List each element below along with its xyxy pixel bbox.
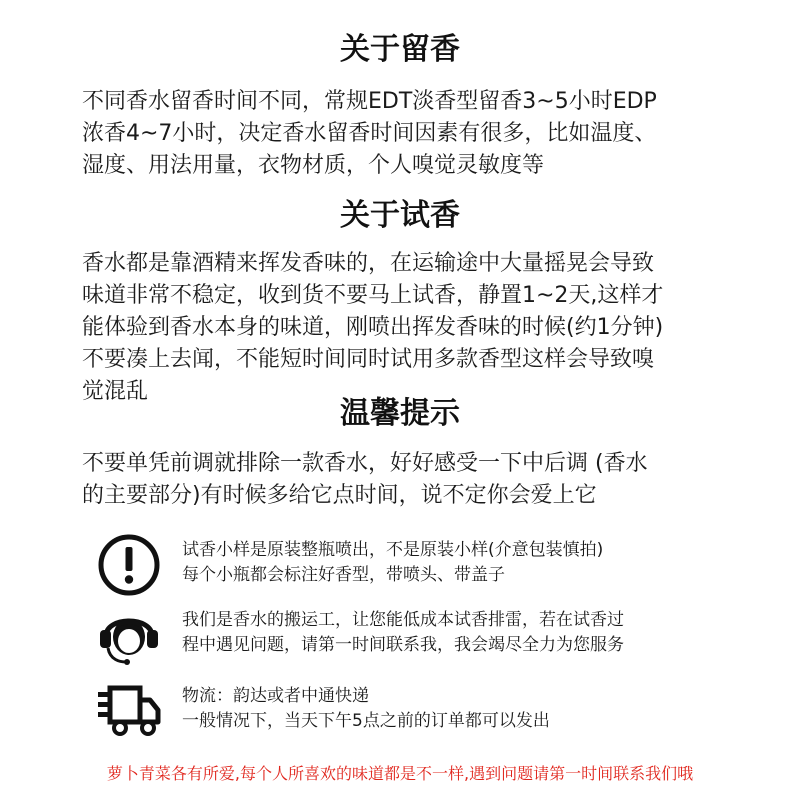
tip-line: 程中遇见问题，请第一时间联系我，我会竭尽全力为您服务 [182,635,624,655]
paragraph-line: 不要凑上去闻，不能短时间同时试用多款香型这样会导致嗅 [82,347,655,372]
tip-text [182,684,550,734]
tip-text [182,608,624,658]
tip-text [182,538,603,588]
tip-line: 每个小瓶都会标注好香型，带喷头、带盖子 [182,565,505,585]
paragraph-line: 觉混乱 [82,379,149,404]
heading-about-trying-scent: 关于试香 [340,198,460,233]
footer-notice: 萝卜青菜各有所爱,每个人所喜欢的味道都是不一样,遇到问题请第一时间联系我们哦 [106,764,694,783]
paragraph-line: 香水都是靠酒精来挥发香味的，在运输途中大量摇晃会导致 [82,251,655,276]
tip-line: 试香小样是原装整瓶喷出，不是原装小样(介意包装慎拍) [182,540,604,560]
tip-line: 一般情况下，当天下午5点之前的订单都可以发出 [182,711,550,731]
delivery-truck-icon [96,678,162,744]
paragraph-line: 的主要部分)有时候多给它点时间，说不定你会爱上它 [82,483,597,508]
tip-line: 我们是香水的搬运工，让您能低成本试香排雷，若在试香过 [182,610,624,630]
tip-logistics [0,676,800,746]
paragraph-line: 味道非常不稳定，收到货不要马上试香，静置1~2天,这样才 [82,283,664,308]
exclamation-icon [96,532,162,598]
paragraph-line: 不要单凭前调就排除一款香水，好好感受一下中后调 (香水 [82,451,648,476]
paragraph-line: 能体验到香水本身的味道，刚喷出挥发香味的时候(约1分钟) [82,315,664,340]
tip-customer-service [0,600,800,670]
tip-line: 物流：韵达或者中通快递 [182,686,369,706]
paragraph-warm-tips [82,448,742,512]
paragraph-line: 湿度、用法用量，衣物材质，个人嗅觉灵敏度等 [82,153,545,178]
paragraph-line: 浓香4~7小时，决定香水留香时间因素有很多，比如温度、 [82,121,657,146]
heading-warm-tips: 温馨提示 [340,396,460,431]
tip-sample-info [0,530,800,600]
paragraph-line: 不同香水留香时间不同，常规EDT淡香型留香3~5小时EDP [82,89,657,114]
customer-service-headset-icon [96,602,162,668]
paragraph-about-trying-scent [82,248,742,408]
paragraph-about-scent-longevity [82,86,742,182]
heading-about-scent-longevity: 关于留香 [340,32,460,67]
